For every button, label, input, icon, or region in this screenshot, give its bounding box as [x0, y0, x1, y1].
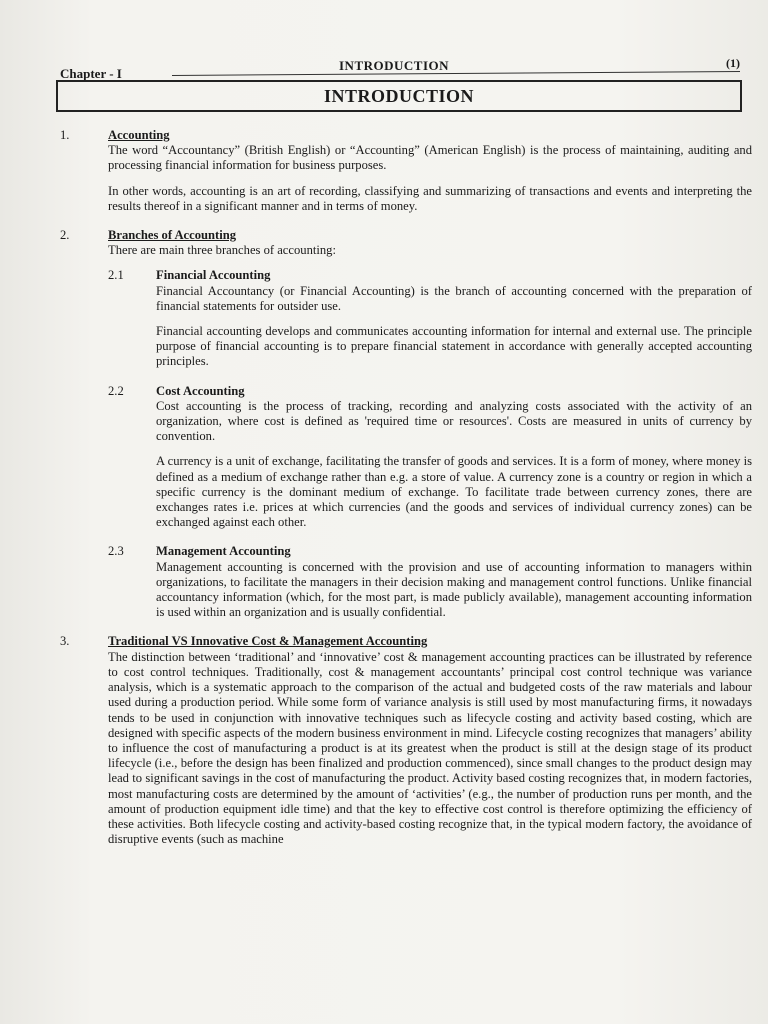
subsection-heading: Financial Accounting: [156, 268, 271, 283]
paragraph: A currency is a unit of exchange, facilitating the transfer of goods and services. It is a form of money, where money is defined as a medium of exchange rather than e.g. a store of value. A currency zone is a country or region in which a specific currency is the dominant medium of exchange. To facilitate trade between currency zones, there are exchanges rates i.e. prices at which currencies (and the goods and services of individual currency zones) can be exchanged against each other.: [156, 454, 752, 530]
section-accounting: [60, 128, 752, 214]
section-heading: Branches of Accounting: [108, 228, 237, 243]
section-traditional-vs-innovative: [60, 634, 752, 847]
running-header: [60, 56, 740, 81]
chapter-label: Chapter - I: [60, 66, 122, 81]
section-number: 3.: [60, 634, 70, 649]
document-body: [60, 128, 752, 847]
paragraph: The distinction between ‘traditional’ and ‘innovative’ cost & management accounting practices can be illustrated by reference to cost control techniques. Traditionally, cost & management accountants’ principal cost control technique was variance analysis, which is a systematic approach to the comparison of the actual and budgeted costs of the raw materials and labour used during a production period. While some form of variance analysis is still used by most manufacturing firms, it nowadays tends to be used in conjunction with innovative techniques such as lifecycle costing and activity based costing, which are designed with specific aspects of the modern business environment in mind. Lifecycle costing recognizes that managers’ ability to influence the cost of manufacturing a product is at its greatest when the product is still at the design stage of its product lifecycle (i.e., before the design has been finalized and production commenced), since small changes to the product design may lead to significant savings in the cost of manufacturing the product. Activity based costing recognizes that, in modern factories, most manufacturing costs are determined by the amount of ‘activities’ (e.g., the number of production runs per month, and the amount of production equipment idle time) and that the key to effective cost control is therefore optimizing the efficiency of these activities. Both lifecycle costing and activity-based costing recognize that, in the typical modern factory, the avoidance of disruptive events (such as machine: [108, 649, 752, 847]
section-number: 2.: [60, 228, 70, 243]
subsection-heading: Management Accounting: [156, 544, 291, 559]
paragraph: In other words, accounting is an art of recording, classifying and summarizing of transactions and events and interpreting the results thereof in a significant manner and in terms of money.: [108, 183, 752, 213]
subsection-management-accounting: [108, 544, 752, 620]
subsection-heading: Cost Accounting: [156, 383, 245, 398]
section-heading: Accounting: [108, 128, 170, 142]
section-heading: Traditional VS Innovative Cost & Management Accounting: [108, 634, 428, 649]
paragraph: Cost accounting is the process of tracking, recording and analyzing costs associated with the activity of an organization, where cost is defined as 'required time or resources'. Costs are measured in units of currency by convention.: [156, 398, 752, 444]
main-title-box: [56, 80, 742, 112]
subsection-number: 2.1: [108, 268, 124, 283]
header-rule: [172, 71, 740, 76]
subsection-cost-accounting: [108, 384, 752, 531]
subsection-number: 2.2: [108, 383, 124, 398]
subsection-financial-accounting: [108, 268, 752, 369]
section-branches: [60, 228, 752, 620]
paragraph: There are main three branches of accounting:: [108, 243, 336, 258]
paragraph: Financial accounting develops and communicates accounting information for internal and external use. The principle purpose of financial accounting is to prepare financial statement in accordance with generally accepted accounting principles.: [156, 324, 752, 369]
paragraph: Financial Accountancy (or Financial Accounting) is the branch of accounting concerned with the preparation of financial statements for outsider use.: [156, 283, 752, 313]
page-number: (1): [726, 56, 740, 70]
section-number: 1.: [60, 128, 70, 142]
subsection-number: 2.3: [108, 544, 124, 559]
header-title: INTRODUCTION: [339, 58, 450, 73]
paragraph: Management accounting is concerned with the provision and use of accounting information to managers within organizations, to facilitate the managers in their decision making and management control functions. Unlike financial accountancy information (which, for the most part, is made publicly available), management accounting information is used within an organization and is usually confidential.: [156, 559, 752, 620]
main-title: INTRODUCTION: [323, 86, 475, 106]
paragraph: The word “Accountancy” (British English) or “Accounting” (American English) is the process of maintaining, auditing and processing financial information for business purposes.: [108, 143, 752, 173]
